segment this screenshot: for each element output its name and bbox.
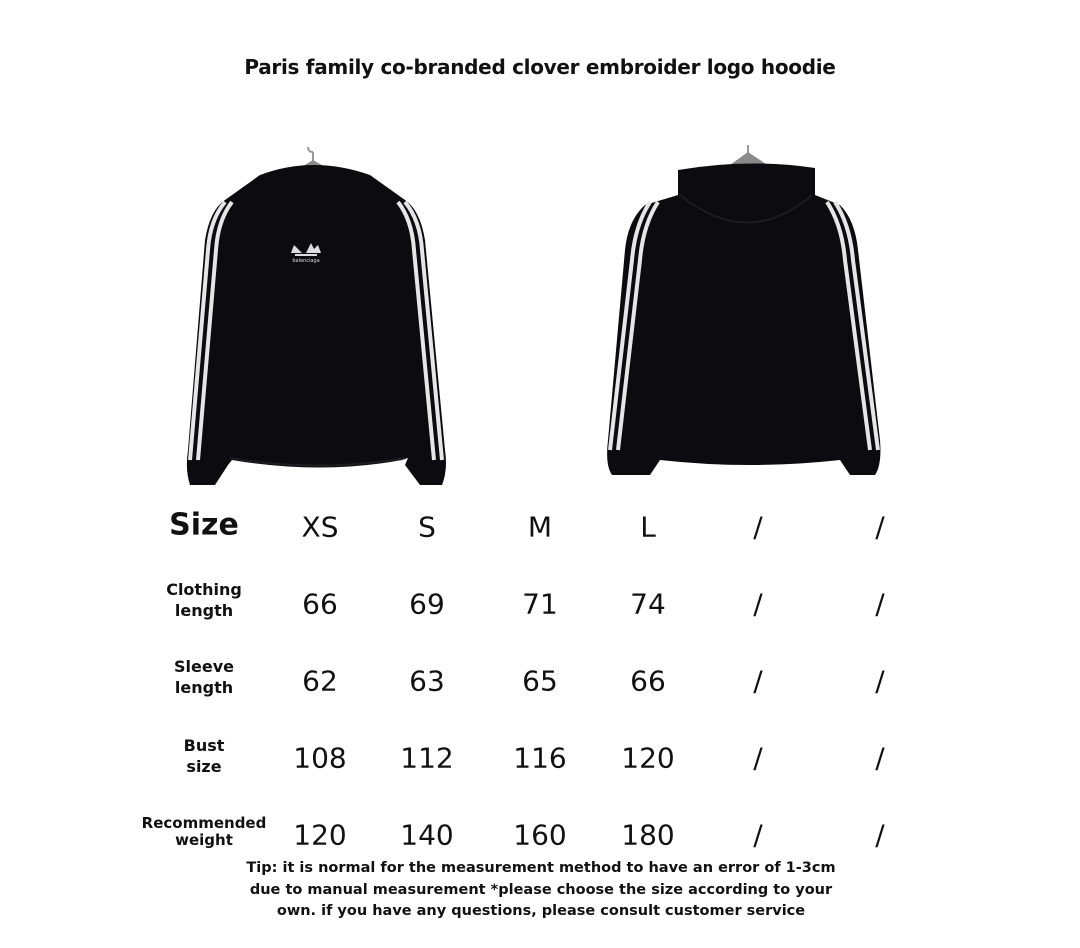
table-cell: / [875,741,885,775]
table-cell: 180 [621,818,675,852]
row-label [166,579,242,621]
hoodie-front-image [180,140,460,490]
row-label-line: length [174,601,234,620]
size-header: S [418,510,436,544]
hoodie-back-image [600,140,890,485]
row-label-line: Bust [183,736,225,755]
tip-line: due to manual measurement *please choose the size according to your [249,881,833,898]
table-cell: / [753,741,763,775]
row-label [142,815,267,849]
row-label-line: weight [175,831,233,849]
table-cell: 66 [630,664,666,698]
row-label-line: Recommended [141,814,267,832]
table-cell: / [875,664,885,698]
table-cell: 62 [302,664,338,698]
table-cell: 112 [400,741,454,775]
table-cell: 69 [409,587,445,621]
table-cell: 108 [293,741,347,775]
svg-text:balenciaga: balenciaga [292,258,320,264]
size-header: M [527,510,553,544]
table-cell: / [753,818,763,852]
table-cell: 120 [293,818,347,852]
table-cell: / [875,587,885,621]
table-cell: 74 [630,587,666,621]
size-header: XS [301,510,339,544]
size-header-label: Size [169,507,239,543]
size-header: L [640,510,656,544]
size-header: / [753,510,763,544]
table-cell: 116 [513,741,567,775]
row-label-line: size [186,757,222,776]
tip-line: Tip: it is normal for the measurement method to have an error of 1-3cm [246,860,836,876]
size-header: / [875,510,885,544]
table-cell: 71 [522,587,558,621]
table-cell: / [753,587,763,621]
row-label-line: Sleeve [174,657,234,676]
table-cell: 63 [409,664,445,698]
table-cell: / [753,664,763,698]
row-label [184,735,225,777]
table-cell: 120 [621,741,675,775]
row-label-line: Clothing [166,580,242,599]
row-label-line: length [174,678,234,697]
table-cell: 160 [513,818,567,852]
product-title: Paris family co-branded clover embroider logo hoodie [244,55,836,79]
table-cell: 66 [302,587,338,621]
row-label [174,656,234,698]
tip-line: own. if you have any questions, please consult customer service [276,903,806,919]
table-cell: / [875,818,885,852]
table-cell: 65 [522,664,558,698]
measurement-tip [0,858,1080,923]
table-cell: 140 [400,818,454,852]
